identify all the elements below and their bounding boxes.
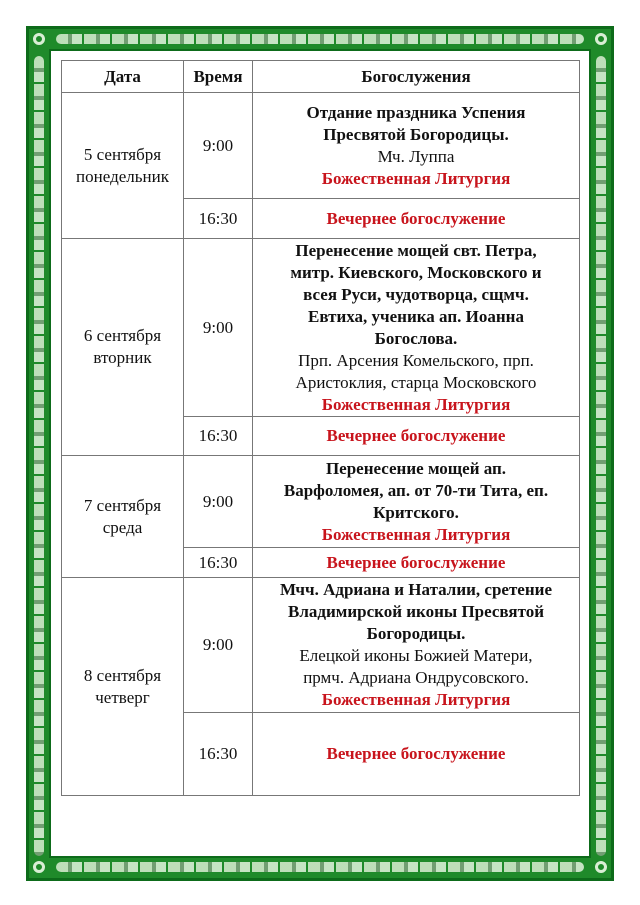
table-row <box>62 578 580 713</box>
corner-ornament-icon <box>33 33 45 45</box>
time-cell: 9:00 <box>184 578 253 713</box>
evening-service-cell: Вечернее богослужение <box>253 548 580 578</box>
table-row <box>62 93 580 199</box>
feast-line: Перенесение мощей свт. Петра, <box>295 240 537 260</box>
feast-line: Отдание праздника Успения <box>306 102 526 122</box>
schedule-table <box>61 60 580 796</box>
time-cell: 16:30 <box>184 548 253 578</box>
header-date: Дата <box>62 61 184 93</box>
liturgy-label: Божественная Литургия <box>321 690 511 709</box>
evening-service-cell: Вечернее богослужение <box>253 713 580 796</box>
date: 8 сентября <box>83 665 162 685</box>
evening-service-cell: Вечернее богослужение <box>253 199 580 239</box>
time-cell: 9:00 <box>184 93 253 199</box>
feast-line: всея Руси, чудотворца, сщмч. <box>303 284 529 304</box>
feast-line: Варфоломея, ап. от 70-ти Тита, еп. <box>283 480 549 500</box>
saints-line: прмч. Адриана Ондрусовского. <box>303 668 529 687</box>
saints-line: Елецкой иконы Божией Матери, <box>299 646 533 665</box>
saints-line: Прп. Арсения Комельского, прп. <box>298 350 534 370</box>
date-cell <box>62 456 184 578</box>
corner-ornament-icon <box>33 861 45 873</box>
date-cell <box>62 578 184 796</box>
time-cell: 16:30 <box>184 713 253 796</box>
liturgy-label: Божественная Литургия <box>321 524 511 544</box>
weekday: четверг <box>95 687 150 707</box>
header-time: Время <box>184 61 253 93</box>
corner-ornament-icon <box>595 33 607 45</box>
feast-line: Пресвятой Богородицы. <box>323 124 509 144</box>
weekday: понедельник <box>76 166 169 186</box>
time-cell: 9:00 <box>184 456 253 548</box>
feast-line: Перенесение мощей ап. <box>325 458 507 478</box>
feast-line: Богослова. <box>374 328 458 348</box>
weekday: среда <box>102 517 143 537</box>
evening-service-cell: Вечернее богослужение <box>253 417 580 456</box>
date: 6 сентября <box>83 326 162 345</box>
service-cell <box>253 578 580 713</box>
service-cell <box>253 456 580 548</box>
time-cell: 9:00 <box>184 239 253 417</box>
saints-line: Мч. Луппа <box>377 146 455 166</box>
table-header <box>62 61 580 93</box>
saints-line: Аристоклия, старца Московского <box>295 372 537 392</box>
liturgy-label: Божественная Литургия <box>321 394 511 414</box>
feast-line: Мчч. Адриана и Наталии, сретение <box>280 580 552 599</box>
feast-line: Владимирской иконы Пресвятой <box>288 602 544 621</box>
service-cell <box>253 239 580 417</box>
date: 7 сентября <box>83 495 162 515</box>
corner-ornament-icon <box>595 861 607 873</box>
table-row <box>62 239 580 417</box>
date-cell <box>62 93 184 239</box>
header-services: Богослужения <box>253 61 580 93</box>
liturgy-label: Божественная Литургия <box>321 168 511 188</box>
feast-line: митр. Киевского, Московского и <box>290 262 542 282</box>
date: 5 сентября <box>83 144 162 164</box>
table-row <box>62 456 580 548</box>
feast-line: Евтиха, ученика ап. Иоанна <box>308 306 524 326</box>
date-cell <box>62 239 184 456</box>
time-cell: 16:30 <box>184 199 253 239</box>
weekday: вторник <box>93 348 152 367</box>
service-cell <box>253 93 580 199</box>
feast-line: Богородицы. <box>366 624 466 643</box>
time-cell: 16:30 <box>184 417 253 456</box>
feast-line: Критского. <box>373 502 459 522</box>
